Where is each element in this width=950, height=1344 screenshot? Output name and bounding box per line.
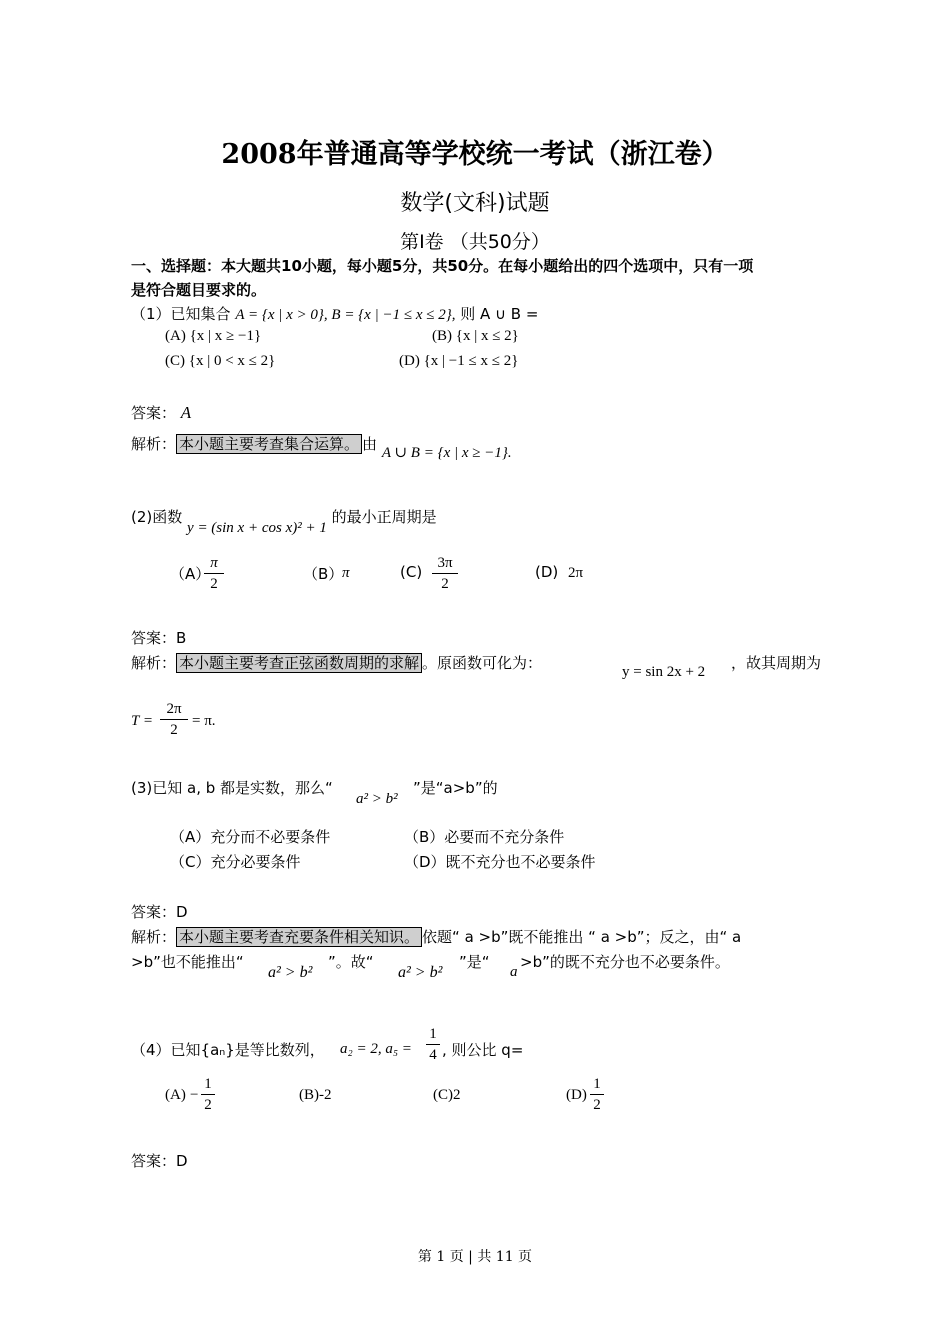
page-footer: 第 1 页 | 共 11 页 (417, 1249, 533, 1265)
q3-answer (131, 901, 188, 922)
q2-analysis-label: 解析： (131, 654, 177, 672)
q3-analysis-highlight: 本小题主要考查充要条件相关知识。 (176, 927, 422, 947)
q3-analysis-math-3: a (510, 964, 518, 980)
q2-period-den: 2 (170, 722, 178, 738)
q4-option-a-sign: − (190, 1087, 199, 1103)
q2-option-a-den: 2 (210, 576, 218, 592)
q2-option-b-label: （B） (303, 565, 344, 583)
q2-analysis-text: 。原函数可化为： (422, 654, 543, 672)
q3-analysis-text-2d: >b”的既不充分也不必要条件。 (520, 953, 730, 971)
q2-option-d-label: (D) (535, 563, 559, 581)
q4-stem-den: 4 (429, 1047, 437, 1063)
q2-stem (131, 506, 437, 536)
q3-option-a: （A）充分而不必要条件 (170, 828, 331, 846)
q2-option-a-num: π (210, 555, 218, 571)
q3-stem-text: (3)已知 a, b 都是实数，那么“ (131, 779, 333, 797)
q3-option-c: （C）充分必要条件 (170, 853, 301, 871)
q1-analysis-math: A ∪ B = {x | x ≥ −1}. (381, 445, 512, 461)
q1-option-d: (D) {x | −1 ≤ x ≤ 2} (399, 353, 519, 369)
q1-stem (131, 303, 538, 324)
q3-analysis-math-1: a² > b² (268, 964, 313, 981)
q3-answer-label: 答案： (131, 903, 177, 921)
q3-analysis-line-1 (131, 926, 741, 947)
q2-answer-value: B (176, 629, 187, 647)
q3-analysis-text-1: 依题“ a >b”既不能推出 “ a >b”；反之，由“ a (422, 928, 742, 946)
fraction-bar (432, 573, 458, 574)
q4-option-d-den: 2 (593, 1097, 601, 1113)
q2-analysis-math: y = sin 2x + 2 (622, 664, 706, 680)
q1-option-c: (C) {x | 0 < x ≤ 2} (165, 353, 276, 369)
q2-analysis-highlight: 本小题主要考查正弦函数周期的求解 (176, 653, 422, 673)
q4-option-a-label: (A) (165, 1087, 186, 1103)
q2-stem-tail: 的最小正周期是 (331, 508, 437, 526)
q4-answer-label: 答案： (131, 1152, 177, 1170)
fraction-bar (204, 573, 224, 574)
document-subtitle: 数学(文科)试题 (400, 191, 550, 216)
intro-line-2: 是符合题目要求的。 (131, 281, 267, 299)
q3-analysis-text-2a: >b”也不能推出“ (131, 953, 244, 971)
q1-answer-value: A (180, 403, 192, 422)
q1-analysis-text: 由 (362, 435, 378, 453)
q1-stem-math: A = {x | x > 0}, B = {x | −1 ≤ x ≤ 2}, (235, 307, 456, 323)
q1-answer (131, 402, 191, 423)
q3-analysis-text-2c: ”是“ (459, 953, 490, 971)
q2-period-lhs: T = (131, 713, 153, 729)
q1-analysis-highlight: 本小题主要考查集合运算。 (176, 434, 362, 454)
q4-option-d-label: (D) (566, 1087, 587, 1103)
q1-option-a: (A) {x | x ≥ −1} (165, 328, 262, 344)
q4-stem-fraction (426, 1025, 440, 1064)
q2-stem-text: (2)函数 (131, 508, 183, 526)
q4-option-b: (B)-2 (299, 1087, 332, 1103)
q4-stem-text: （4）已知{aₙ}是等比数列， (131, 1041, 325, 1059)
fraction-bar (160, 719, 188, 720)
q4-option-a-den: 2 (204, 1097, 212, 1113)
q2-period-rhs: = π. (192, 713, 216, 729)
q4-stem-tail: , 则公比 q= (442, 1041, 524, 1059)
q3-analysis-label: 解析： (131, 928, 177, 946)
q1-analysis (131, 433, 512, 461)
q2-option-c-label: (C) (400, 563, 423, 581)
q1-stem-tail: 则 A ∪ B = (460, 305, 539, 323)
q2-option-b-value: π (342, 565, 350, 581)
q2-stem-math: y = (sin x + cos x)² + 1 (187, 520, 327, 536)
document-title: 2008年普通高等学校统一考试（浙江卷） (221, 139, 729, 170)
q4-option-d-fraction (590, 1075, 604, 1114)
q1-analysis-label: 解析： (131, 435, 177, 453)
q4-answer (131, 1150, 188, 1171)
q4-stem-math: a₂ = 2, a₅ = (340, 1041, 412, 1057)
q3-stem-tail: ”是“a>b”的 (413, 779, 498, 797)
q4-option-d-num: 1 (593, 1076, 601, 1092)
q2-option-c-fraction (432, 554, 458, 593)
q3-analysis-math-2: a² > b² (398, 964, 443, 981)
intro-line-1: 一、选择题：本大题共10小题，每小题5分，共50分。在每小题给出的四个选项中，只有一项 (131, 257, 754, 275)
q4-option-c: (C)2 (433, 1087, 461, 1103)
q3-option-d: （D）既不充分也不必要条件 (404, 853, 596, 871)
q2-answer (131, 627, 186, 648)
q4-stem-num: 1 (429, 1026, 437, 1042)
q1-option-b: (B) {x | x ≤ 2} (432, 328, 519, 344)
q1-answer-label: 答案： (131, 404, 177, 422)
q2-period-num: 2π (166, 701, 182, 717)
q2-option-c-den: 2 (441, 576, 449, 592)
q4-option-a-num: 1 (204, 1076, 212, 1092)
q3-analysis-text-2b: ”。故“ (328, 953, 374, 971)
q4-option-a-fraction (201, 1075, 215, 1114)
q2-option-a-fraction (204, 554, 224, 593)
q1-stem-text: （1）已知集合 (131, 305, 231, 323)
q4-answer-value: D (176, 1152, 188, 1170)
q2-answer-label: 答案： (131, 629, 177, 647)
q3-stem (131, 777, 333, 798)
fraction-bar (590, 1094, 604, 1095)
q2-option-a-label: （A） (170, 565, 211, 583)
q2-period-fraction (160, 700, 188, 739)
fraction-bar (426, 1044, 440, 1045)
section-heading: 第Ⅰ卷 （共50分） (400, 231, 550, 253)
q2-option-c-num: 3π (437, 555, 453, 571)
fraction-bar (201, 1094, 215, 1095)
q2-analysis-tail: ，故其周期为 (731, 654, 822, 672)
q3-stem-math: a² > b² (356, 791, 398, 807)
q3-option-b: （B）必要而不充分条件 (404, 828, 565, 846)
q3-answer-value: D (176, 903, 188, 921)
q2-analysis (131, 652, 542, 673)
q2-option-d-value: 2π (568, 565, 584, 581)
